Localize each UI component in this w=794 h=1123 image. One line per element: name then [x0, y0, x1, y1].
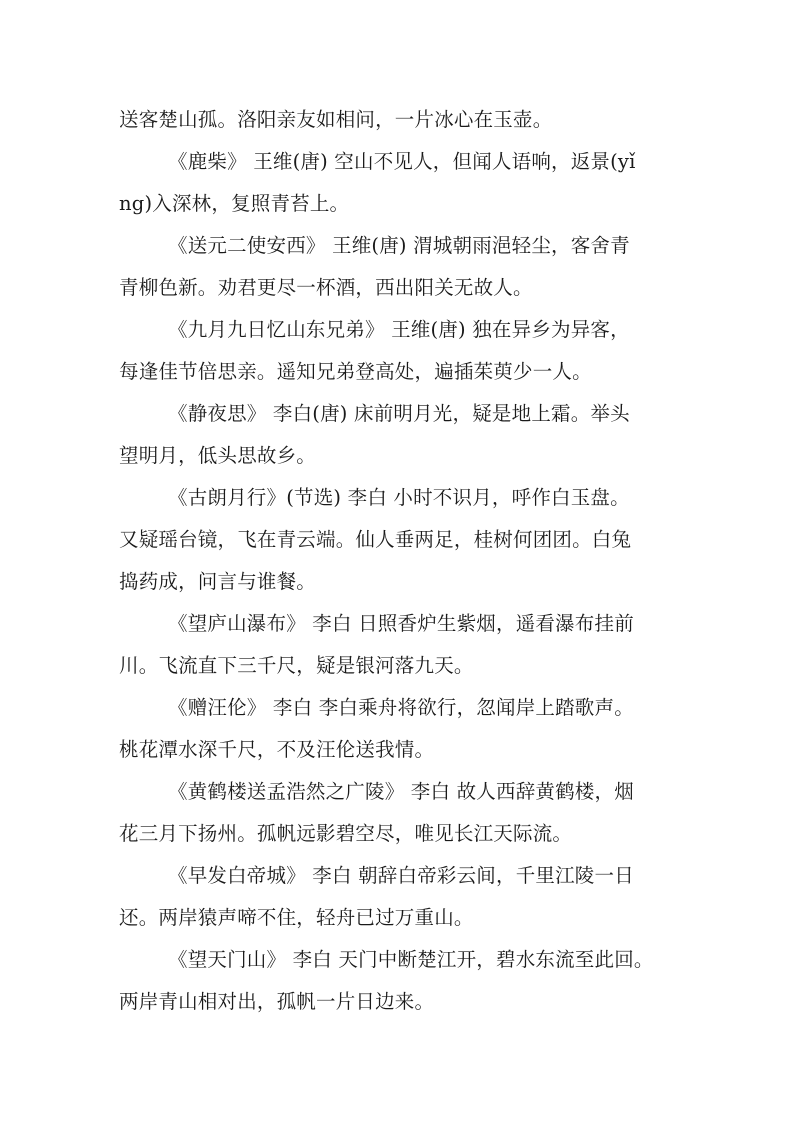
- poem-jing-ye-si-heading-line: 《静夜思》 李白(唐) 床前明月光，疑是地上霜。举头: [168, 402, 630, 425]
- poem-lu-zhai-heading-line: 《鹿柴》 王维(唐) 空山不见人，但闻人语响，返景(yǐ: [168, 150, 636, 173]
- text-line: 又疑瑶台镜，飞在青云端。仙人垂两足，桂树何团团。白兔: [119, 528, 632, 551]
- text-line: ng)入深林，复照青苔上。: [119, 192, 350, 215]
- text-line: 望明月，低头思故乡。: [119, 444, 317, 467]
- poem-wang-lu-shan-heading-line: 《望庐山瀑布》 李白 日照香炉生紫烟，遥看瀑布挂前: [168, 612, 634, 635]
- poem-zao-fa-bai-di-heading-line: 《早发白帝城》 李白 朝辞白帝彩云间，千里江陵一日: [168, 864, 634, 887]
- text-line: 两岸青山相对出，孤帆一片日边来。: [119, 990, 435, 1013]
- text-line: 青柳色新。劝君更尽一杯酒，西出阳关无故人。: [119, 276, 533, 299]
- poem-wang-tian-men-heading-line: 《望天门山》 李白 天门中断楚江开，碧水东流至此回。: [168, 948, 654, 971]
- poem-huang-he-lou-heading-line: 《黄鹤楼送孟浩然之广陵》 李白 故人西辞黄鹤楼，烟: [168, 780, 634, 803]
- poem-gu-lang-yue-xing-heading-line: 《古朗月行》(节选) 李白 小时不识月，呼作白玉盘。: [168, 486, 630, 509]
- text-line: 每逢佳节倍思亲。遥知兄弟登高处，遍插茱萸少一人。: [119, 360, 592, 383]
- text-line: 还。两岸猿声啼不住，轻舟已过万重山。: [119, 906, 474, 929]
- text-line: 送客楚山孤。洛阳亲友如相问，一片冰心在玉壶。: [119, 108, 553, 131]
- text-line: 桃花潭水深千尺，不及汪伦送我情。: [119, 738, 435, 761]
- text-line: 花三月下扬州。孤帆远影碧空尽，唯见长江天际流。: [119, 822, 573, 845]
- text-line: 川。飞流直下三千尺，疑是银河落九天。: [119, 654, 474, 677]
- poem-zeng-wang-lun-heading-line: 《赠汪伦》 李白 李白乘舟将欲行，忽闻岸上踏歌声。: [168, 696, 634, 719]
- text-line: 捣药成，问言与谁餐。: [119, 570, 317, 593]
- poem-song-yuan-er-heading-line: 《送元二使安西》 王维(唐) 渭城朝雨浥轻尘，客舍青: [168, 234, 630, 257]
- poem-jiu-yue-jiu-ri-heading-line: 《九月九日忆山东兄弟》 王维(唐) 独在异乡为异客，: [168, 318, 630, 341]
